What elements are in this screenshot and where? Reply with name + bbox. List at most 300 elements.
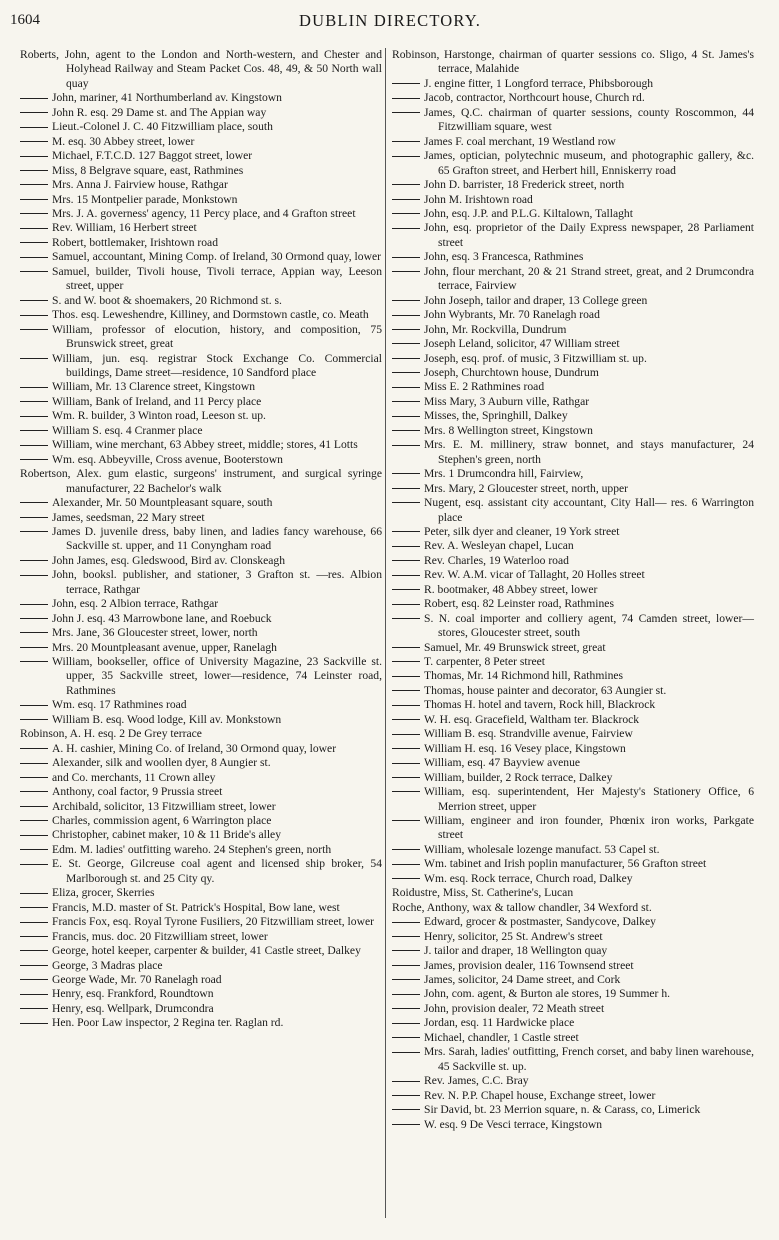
entry-text: Charles, commission agent, 6 Warrington place bbox=[52, 814, 272, 828]
ditto-dash bbox=[392, 141, 420, 143]
ditto-dash bbox=[392, 213, 420, 215]
entry-text: John, Mr. Rockvilla, Dundrum bbox=[424, 322, 567, 336]
entry-text: Alexander, silk and woollen dyer, 8 Aungier st. bbox=[52, 756, 271, 770]
entry-text: Mrs. Anna J. Fairview house, Rathgar bbox=[52, 178, 228, 192]
ditto-dash bbox=[20, 965, 48, 967]
directory-entry bbox=[392, 959, 754, 973]
entry-text: William, wholesale lozenge manufact. 53 Capel st. bbox=[424, 842, 660, 856]
entry-text: Rev. N. P.P. Chapel house, Exchange street, lower bbox=[424, 1088, 656, 1102]
ditto-dash bbox=[20, 950, 48, 952]
directory-entry bbox=[392, 467, 754, 481]
directory-entry bbox=[392, 843, 754, 857]
entry-text: Christopher, cabinet maker, 10 & 11 Bride's alley bbox=[52, 828, 282, 842]
directory-entry bbox=[392, 1118, 754, 1132]
entry-text: John, booksl. publisher, and stationer, 3 Grafton st. —res. Albion terrace, Rathgar bbox=[52, 568, 382, 596]
entry-text: William H. esq. 16 Vesey place, Kingstown bbox=[424, 741, 626, 755]
directory-entry bbox=[392, 930, 754, 944]
ditto-dash bbox=[20, 300, 48, 302]
ditto-dash bbox=[20, 864, 48, 866]
entry-text: Mrs. 15 Montpelier parade, Monkstown bbox=[52, 192, 238, 206]
entry-text: William S. esq. 4 Cranmer place bbox=[52, 423, 203, 437]
ditto-dash bbox=[392, 401, 420, 403]
entry-text: Thomas, house painter and decorator, 63 Aungier st. bbox=[424, 683, 667, 697]
ditto-dash bbox=[20, 170, 48, 172]
ditto-dash bbox=[392, 719, 420, 721]
directory-entry bbox=[392, 539, 754, 553]
ditto-dash bbox=[392, 589, 420, 591]
ditto-dash bbox=[20, 1023, 48, 1025]
ditto-dash bbox=[392, 473, 420, 475]
ditto-dash bbox=[20, 705, 48, 707]
ditto-dash bbox=[20, 358, 48, 360]
directory-entry bbox=[392, 265, 754, 294]
directory-entry bbox=[392, 568, 754, 582]
entry-text: R. bootmaker, 48 Abbey street, lower bbox=[424, 582, 598, 596]
directory-entry bbox=[20, 120, 382, 134]
entry-text: George Wade, Mr. 70 Ranelagh road bbox=[52, 973, 222, 986]
entry-text: William, bookseller, office of University Magazine, 23 Sackville st. upper, 35 Sackville street, lower—residence, 74 Leinster road, Rathmines bbox=[52, 655, 382, 697]
ditto-dash bbox=[20, 763, 48, 765]
directory-entry bbox=[20, 756, 382, 770]
ditto-dash bbox=[392, 300, 420, 302]
directory-entry bbox=[20, 641, 382, 655]
entry-text: Robertson, Alex. gum elastic, surgeons' instrument, and surgical syringe manufacturer, 22 Bachelor's walk bbox=[20, 467, 382, 495]
directory-entry bbox=[20, 568, 382, 597]
entry-text: William, esq. 47 Bayview avenue bbox=[424, 756, 581, 770]
ditto-dash bbox=[20, 112, 48, 114]
entry-text: James, provision dealer, 116 Townsend street bbox=[424, 958, 634, 972]
directory-entry bbox=[392, 207, 754, 221]
ditto-dash bbox=[20, 748, 48, 750]
directory-entry bbox=[20, 959, 382, 973]
directory-entry bbox=[20, 785, 382, 799]
ditto-dash bbox=[392, 1052, 420, 1054]
entry-text: James D. juvenile dress, baby linen, and ladies fancy warehouse, 66 Sackville st. upper, and 11 Conyngham road bbox=[52, 524, 382, 553]
entry-text: Sir David, bt. 23 Merrion square, n. & Carass, co, Limerick bbox=[424, 1103, 701, 1117]
directory-surname-entry bbox=[20, 467, 382, 496]
ditto-dash bbox=[20, 445, 48, 447]
ditto-dash bbox=[392, 936, 420, 938]
ditto-dash bbox=[20, 791, 48, 793]
directory-entry bbox=[392, 106, 754, 135]
entry-text: Samuel, Mr. 49 Brunswick street, great bbox=[424, 640, 606, 654]
ditto-dash bbox=[392, 849, 420, 851]
directory-entry bbox=[392, 409, 754, 423]
directory-entry bbox=[392, 250, 754, 264]
entry-text: Robinson, Harstonge, chairman of quarter sessions co. Sligo, 4 St. James's terrace, Malahide bbox=[392, 48, 754, 76]
entry-text: George, hotel keeper, carpenter & builder, 41 Castle street, Dalkey bbox=[52, 944, 361, 958]
ditto-dash bbox=[20, 141, 48, 143]
directory-entry bbox=[392, 496, 754, 525]
directory-entry bbox=[20, 814, 382, 828]
directory-entry bbox=[392, 1089, 754, 1103]
directory-surname-entry bbox=[20, 727, 382, 741]
ditto-dash bbox=[20, 835, 48, 837]
entry-text: James, seedsman, 22 Mary street bbox=[52, 510, 205, 524]
ditto-dash bbox=[392, 864, 420, 866]
directory-entry bbox=[20, 886, 382, 900]
ditto-dash bbox=[20, 156, 48, 158]
ditto-dash bbox=[392, 979, 420, 981]
ditto-dash bbox=[392, 416, 420, 418]
entry-text: Hen. Poor Law inspector, 2 Regina ter. Raglan rd. bbox=[52, 1016, 284, 1030]
entry-text: Alexander, Mr. 50 Mountpleasant square, south bbox=[52, 496, 273, 510]
entry-text: S. N. coal importer and colliery agent, 74 Camden street, lower—stores, Gloucester street, south bbox=[424, 611, 754, 640]
entry-text: Miss, 8 Belgrave square, east, Rathmines bbox=[52, 163, 244, 177]
entry-text: John, com. agent, & Burton ale stores, 19 Summer h. bbox=[424, 987, 671, 1001]
entry-text: Archibald, solicitor, 13 Fitzwilliam street, lower bbox=[52, 799, 276, 813]
directory-entry bbox=[392, 438, 754, 467]
entry-text: Edward, grocer & postmaster, Sandycove, Dalkey bbox=[424, 915, 656, 929]
ditto-dash bbox=[20, 242, 48, 244]
column-divider bbox=[385, 48, 386, 1218]
ditto-dash bbox=[392, 156, 420, 158]
entry-text: Roberts, John, agent to the London and North-western, and Chester and Holyhead Railway and Steam Packet Cos. 48, 49, & 50 North wall quay bbox=[20, 48, 382, 90]
directory-entry bbox=[20, 742, 382, 756]
directory-entry bbox=[20, 626, 382, 640]
entry-text: Eliza, grocer, Skerries bbox=[52, 886, 155, 900]
entry-text: John J. esq. 43 Marrowbone lane, and Roebuck bbox=[52, 611, 272, 625]
entry-text: M. esq. 30 Abbey street, lower bbox=[52, 134, 195, 148]
ditto-dash bbox=[392, 878, 420, 880]
directory-entry bbox=[392, 525, 754, 539]
ditto-dash bbox=[392, 950, 420, 952]
directory-entry bbox=[392, 973, 754, 987]
entry-text: James, Q.C. chairman of quarter sessions, county Roscommon, 44 Fitzwilliam square, west bbox=[424, 105, 754, 134]
ditto-dash bbox=[20, 777, 48, 779]
directory-entry bbox=[392, 482, 754, 496]
directory-entry bbox=[20, 496, 382, 510]
entry-text: William, jun. esq. registrar Stock Exchange Co. Commercial buildings, Dame street—residence, 10 Sandford place bbox=[52, 351, 382, 379]
entry-text: John M. Irishtown road bbox=[424, 192, 533, 206]
ditto-dash bbox=[20, 849, 48, 851]
entry-text: J. engine fitter, 1 Longford terrace, Phibsborough bbox=[424, 76, 654, 90]
directory-entry bbox=[20, 944, 382, 958]
entry-text: Mrs. Jane, 36 Gloucester street, lower, north bbox=[52, 626, 258, 640]
ditto-dash bbox=[20, 387, 48, 389]
ditto-dash bbox=[392, 676, 420, 678]
ditto-dash bbox=[20, 459, 48, 461]
ditto-dash bbox=[392, 387, 420, 389]
directory-entry bbox=[392, 987, 754, 1001]
entry-text: Francis, M.D. master of St. Patrick's Hospital, Bow lane, west bbox=[52, 900, 340, 914]
directory-entry bbox=[392, 149, 754, 178]
directory-entry bbox=[392, 814, 754, 843]
ditto-dash bbox=[392, 1095, 420, 1097]
entry-text: John, esq. J.P. and P.L.G. Kiltalown, Tallaght bbox=[424, 206, 633, 220]
ditto-dash bbox=[20, 604, 48, 606]
ditto-dash bbox=[20, 632, 48, 634]
entry-text: E. St. George, Gilcreuse coal agent and licensed ship broker, 54 Marlborough st. and 25 City qy. bbox=[52, 857, 382, 885]
ditto-dash bbox=[392, 777, 420, 779]
entry-text: John Wybrants, Mr. 70 Ranelagh road bbox=[424, 308, 600, 322]
directory-entry bbox=[20, 987, 382, 1001]
directory-entry bbox=[392, 77, 754, 91]
ditto-dash bbox=[392, 1124, 420, 1126]
entry-text: Mrs. 1 Drumcondra hill, Fairview, bbox=[424, 467, 584, 481]
ditto-dash bbox=[20, 979, 48, 981]
entry-text: John, esq. proprietor of the Daily Express newspaper, 28 Parliament street bbox=[424, 221, 754, 249]
directory-entry bbox=[20, 1002, 382, 1016]
directory-entry bbox=[392, 1074, 754, 1088]
entry-text: Michael, F.T.C.D. 127 Baggot street, lower bbox=[52, 149, 253, 163]
entry-text: Rev. W. A.M. vicar of Tallaght, 20 Holles street bbox=[424, 568, 645, 582]
ditto-dash bbox=[392, 575, 420, 577]
ditto-dash bbox=[392, 445, 420, 447]
directory-entry bbox=[20, 395, 382, 409]
ditto-dash bbox=[20, 994, 48, 996]
directory-entry bbox=[392, 323, 754, 337]
entry-text: John James, esq. Gledswood, Bird av. Clonskeagh bbox=[52, 553, 286, 567]
directory-entry bbox=[20, 554, 382, 568]
entry-text: Michael, chandler, 1 Castle street bbox=[424, 1030, 579, 1044]
directory-entry bbox=[20, 438, 382, 452]
directory-entry bbox=[392, 308, 754, 322]
entry-text: J. tailor and draper, 18 Wellington quay bbox=[424, 944, 608, 958]
directory-entry bbox=[20, 352, 382, 381]
directory-entry bbox=[392, 352, 754, 366]
entry-text: Thomas, Mr. 14 Richmond hill, Rathmines bbox=[424, 669, 624, 683]
ditto-dash bbox=[392, 257, 420, 259]
directory-entry bbox=[20, 135, 382, 149]
ditto-dash bbox=[20, 560, 48, 562]
ditto-dash bbox=[20, 329, 48, 331]
directory-entry bbox=[20, 655, 382, 698]
ditto-dash bbox=[392, 618, 420, 620]
entry-text: William, professor of elocution, history, and composition, 75 Brunswick street, great bbox=[52, 322, 382, 351]
directory-entry bbox=[20, 713, 382, 727]
ditto-dash bbox=[20, 820, 48, 822]
directory-entry bbox=[20, 193, 382, 207]
ditto-dash bbox=[392, 705, 420, 707]
directory-entry bbox=[20, 828, 382, 842]
entry-text: Samuel, builder, Tivoli house, Tivoli terrace, Appian way, Leeson street, upper bbox=[52, 264, 382, 293]
ditto-dash bbox=[20, 922, 48, 924]
entry-text: Jacob, contractor, Northcourt house, Church rd. bbox=[424, 91, 645, 105]
ditto-dash bbox=[20, 575, 48, 577]
entry-text: Henry, solicitor, 25 St. Andrew's street bbox=[424, 929, 603, 943]
directory-entry bbox=[20, 236, 382, 250]
directory-entry bbox=[392, 1002, 754, 1016]
entry-text: John R. esq. 29 Dame st. and The Appian way bbox=[52, 105, 267, 119]
directory-surname-entry bbox=[392, 886, 754, 900]
entry-text: George, 3 Madras place bbox=[52, 958, 163, 972]
entry-text: John, esq. 2 Albion terrace, Rathgar bbox=[52, 597, 219, 611]
entry-text: Rev. William, 16 Herbert street bbox=[52, 221, 197, 235]
ditto-dash bbox=[20, 647, 48, 649]
ditto-dash bbox=[20, 127, 48, 129]
ditto-dash bbox=[20, 213, 48, 215]
right-column bbox=[392, 48, 754, 1132]
ditto-dash bbox=[392, 228, 420, 230]
directory-entry bbox=[392, 771, 754, 785]
entry-text: Lieut.-Colonel J. C. 40 Fitzwilliam place, south bbox=[52, 120, 273, 134]
ditto-dash bbox=[392, 531, 420, 533]
directory-entry bbox=[392, 193, 754, 207]
entry-text: James, solicitor, 24 Dame street, and Cork bbox=[424, 973, 621, 986]
directory-entry bbox=[392, 684, 754, 698]
entry-text: John, provision dealer, 72 Meath street bbox=[424, 1001, 605, 1015]
entry-text: A. H. cashier, Mining Co. of Ireland, 30 Ormond quay, lower bbox=[52, 741, 337, 755]
directory-entry bbox=[392, 742, 754, 756]
ditto-dash bbox=[392, 560, 420, 562]
directory-entry bbox=[20, 164, 382, 178]
ditto-dash bbox=[392, 1037, 420, 1039]
entry-text: Mrs. 8 Wellington street, Kingstown bbox=[424, 423, 593, 437]
directory-surname-entry bbox=[392, 901, 754, 915]
ditto-dash bbox=[20, 719, 48, 721]
directory-entry bbox=[392, 669, 754, 683]
entry-text: Wm. R. builder, 3 Winton road, Leeson st. up. bbox=[52, 409, 266, 423]
directory-entry bbox=[392, 756, 754, 770]
entry-text: Henry, esq. Wellpark, Drumcondra bbox=[52, 1001, 214, 1015]
ditto-dash bbox=[392, 271, 420, 273]
directory-entry bbox=[20, 771, 382, 785]
ditto-dash bbox=[392, 329, 420, 331]
directory-entry bbox=[20, 149, 382, 163]
directory-entry bbox=[20, 221, 382, 235]
ditto-dash bbox=[392, 98, 420, 100]
ditto-dash bbox=[20, 257, 48, 259]
entry-text: William, wine merchant, 63 Abbey street, middle; stores, 41 Lotts bbox=[52, 438, 358, 452]
directory-entry bbox=[392, 872, 754, 886]
entry-text: Miss Mary, 3 Auburn ville, Rathgar bbox=[424, 394, 590, 408]
ditto-dash bbox=[392, 343, 420, 345]
ditto-dash bbox=[20, 893, 48, 895]
directory-entry bbox=[20, 901, 382, 915]
directory-entry bbox=[392, 698, 754, 712]
entry-text: Wm. esq. 17 Rathmines road bbox=[52, 698, 187, 712]
directory-entry bbox=[392, 554, 754, 568]
directory-entry bbox=[392, 641, 754, 655]
left-column bbox=[20, 48, 382, 1031]
entry-text: Joseph Leland, solicitor, 47 William street bbox=[424, 337, 620, 351]
entry-text: Francis, mus. doc. 20 Fitzwilliam street, lower bbox=[52, 929, 268, 943]
ditto-dash bbox=[20, 199, 48, 201]
entry-text: James F. coal merchant, 19 Westland row bbox=[424, 134, 616, 148]
directory-entry bbox=[20, 250, 382, 264]
entry-text: Mrs. 20 Mountpleasant avenue, upper, Ranelagh bbox=[52, 640, 277, 654]
directory-entry bbox=[392, 337, 754, 351]
ditto-dash bbox=[20, 907, 48, 909]
ditto-dash bbox=[392, 546, 420, 548]
ditto-dash bbox=[392, 112, 420, 114]
entry-text: John, mariner, 41 Northumberland av. Kingstown bbox=[52, 91, 282, 105]
directory-entry bbox=[392, 221, 754, 250]
ditto-dash bbox=[392, 184, 420, 186]
ditto-dash bbox=[392, 1081, 420, 1083]
directory-entry bbox=[392, 1045, 754, 1074]
directory-entry bbox=[392, 178, 754, 192]
entry-text: William, Mr. 13 Clarence street, Kingstown bbox=[52, 380, 256, 394]
entry-text: William, engineer and iron founder, Phœnix iron works, Parkgate street bbox=[424, 814, 754, 842]
entry-text: Jordan, esq. 11 Hardwicke place bbox=[424, 1016, 575, 1030]
ditto-dash bbox=[392, 690, 420, 692]
entry-text: Nugent, esq. assistant city accountant, City Hall— res. 6 Warrington place bbox=[424, 496, 754, 524]
directory-entry bbox=[20, 207, 382, 221]
page-title: DUBLIN DIRECTORY. bbox=[298, 11, 482, 30]
ditto-dash bbox=[392, 734, 420, 736]
entry-text: W. esq. 9 De Vesci terrace, Kingstown bbox=[424, 1117, 603, 1131]
ditto-dash bbox=[392, 430, 420, 432]
entry-text: William B. esq. Strandville avenue, Fairview bbox=[424, 727, 633, 741]
directory-entry bbox=[20, 91, 382, 105]
ditto-dash bbox=[392, 647, 420, 649]
entry-text: William, Bank of Ireland, and 11 Percy place bbox=[52, 394, 262, 408]
ditto-dash bbox=[392, 199, 420, 201]
directory-entry bbox=[392, 785, 754, 814]
ditto-dash bbox=[20, 228, 48, 230]
entry-text: Rev. Charles, 19 Waterloo road bbox=[424, 553, 569, 567]
directory-entry bbox=[20, 915, 382, 929]
ditto-dash bbox=[392, 748, 420, 750]
ditto-dash bbox=[392, 372, 420, 374]
entry-text: Samuel, accountant, Mining Comp. of Ireland, 30 Ormond quay, lower bbox=[52, 250, 381, 264]
directory-entry bbox=[392, 713, 754, 727]
directory-entry bbox=[20, 294, 382, 308]
entry-text: William, builder, 2 Rock terrace, Dalkey bbox=[424, 770, 613, 784]
directory-entry bbox=[392, 727, 754, 741]
entry-text: Misses, the, Springhill, Dalkey bbox=[424, 409, 568, 423]
directory-entry bbox=[20, 511, 382, 525]
directory-entry bbox=[20, 424, 382, 438]
directory-entry bbox=[20, 265, 382, 294]
entry-text: Joseph, Churchtown house, Dundrum bbox=[424, 365, 599, 379]
directory-entry bbox=[20, 857, 382, 886]
entry-text: Roidustre, Miss, St. Catherine's, Lucan bbox=[392, 886, 574, 900]
entry-text: William B. esq. Wood lodge, Kill av. Monkstown bbox=[52, 712, 282, 726]
ditto-dash bbox=[20, 806, 48, 808]
entry-text: Thomas H. hotel and tavern, Rock hill, Blackrock bbox=[424, 698, 656, 712]
entry-text: John, flour merchant, 20 & 21 Strand street, great, and 2 Drumcondra terrace, Fairview bbox=[424, 264, 754, 293]
directory-entry bbox=[392, 583, 754, 597]
ditto-dash bbox=[20, 936, 48, 938]
entry-text: Joseph, esq. prof. of music, 3 Fitzwilliam st. up. bbox=[424, 351, 647, 365]
ditto-dash bbox=[392, 661, 420, 663]
entry-text: Wm. esq. Rock terrace, Church road, Dalkey bbox=[424, 871, 633, 885]
ditto-dash bbox=[392, 1023, 420, 1025]
directory-entry bbox=[20, 597, 382, 611]
directory-entry bbox=[392, 366, 754, 380]
entry-text: Mrs. Mary, 2 Gloucester street, north, upper bbox=[424, 481, 629, 495]
directory-entry bbox=[392, 395, 754, 409]
directory-entry bbox=[20, 973, 382, 987]
directory-entry bbox=[20, 800, 382, 814]
directory-surname-entry bbox=[20, 48, 382, 91]
ditto-dash bbox=[20, 401, 48, 403]
ditto-dash bbox=[392, 820, 420, 822]
ditto-dash bbox=[392, 83, 420, 85]
ditto-dash bbox=[20, 430, 48, 432]
entry-text: Wm. tabinet and Irish poplin manufacturer, 56 Grafton street bbox=[424, 857, 707, 871]
directory-entry bbox=[20, 308, 382, 322]
directory-entry bbox=[20, 930, 382, 944]
directory-entry bbox=[392, 944, 754, 958]
directory-entry bbox=[392, 1031, 754, 1045]
ditto-dash bbox=[392, 358, 420, 360]
ditto-dash bbox=[392, 315, 420, 317]
ditto-dash bbox=[20, 184, 48, 186]
directory-entry bbox=[20, 698, 382, 712]
entry-text: William, esq. superintendent, Her Majesty's Stationery Office, 6 Merrion street, upper bbox=[424, 785, 754, 813]
directory-entry bbox=[20, 178, 382, 192]
ditto-dash bbox=[20, 1008, 48, 1010]
directory-entry bbox=[392, 915, 754, 929]
directory-entry bbox=[392, 91, 754, 105]
directory-entry bbox=[392, 1016, 754, 1030]
directory-entry bbox=[392, 1103, 754, 1117]
ditto-dash bbox=[20, 502, 48, 504]
